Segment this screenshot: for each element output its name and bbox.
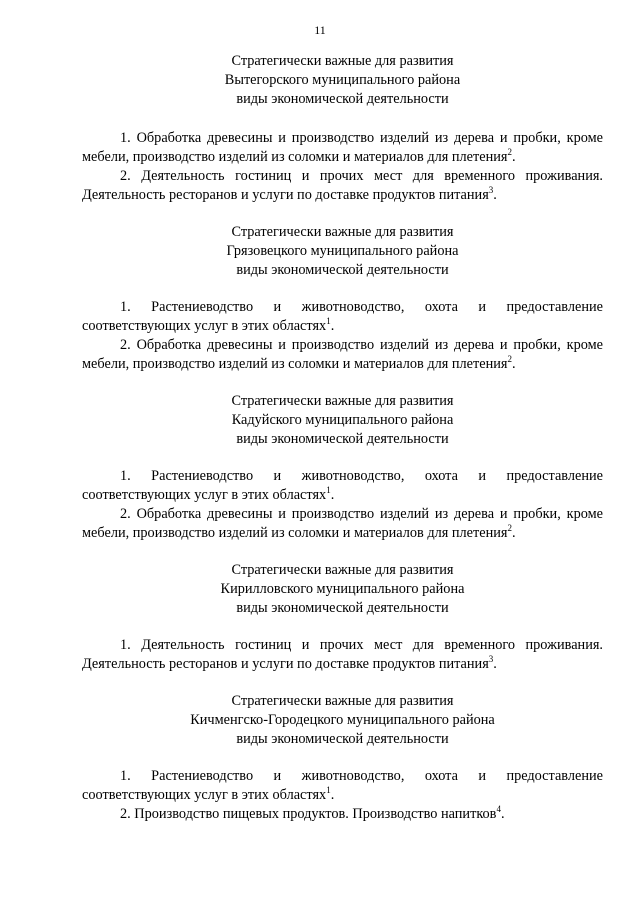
- heading-line: Стратегически важные для развития: [231, 224, 454, 240]
- activity-text: 1. Растениеводство и животноводство, охота и предоставление соответствующих услуг в этих областях: [82, 299, 603, 334]
- activity-list: [82, 636, 603, 674]
- item-end: .: [330, 487, 335, 503]
- section-vytegorsky: [82, 52, 603, 205]
- activity-text: 2. Производство пищевых продуктов. Производство напитков: [120, 806, 497, 822]
- section-heading: [82, 223, 603, 280]
- activity-item: [82, 636, 603, 674]
- activity-item: [82, 505, 603, 543]
- footnote-ref: 2: [507, 523, 512, 534]
- section-heading: [82, 392, 603, 449]
- section-heading: [82, 692, 603, 749]
- heading-line: Кирилловского муниципального района: [220, 581, 465, 597]
- item-end: .: [512, 525, 516, 541]
- activity-item: [82, 767, 603, 805]
- activity-list: [82, 129, 603, 205]
- item-end: .: [493, 656, 497, 672]
- sections: [82, 52, 603, 824]
- section-heading: [82, 561, 603, 618]
- heading-line: Грязовецкого муниципального района: [226, 243, 459, 259]
- activity-text: 2. Обработка древесины и производство изделий из дерева и пробки, кроме мебели, производство изделий из соломки и материалов для плетения: [82, 337, 603, 372]
- footnote-ref: 4: [496, 804, 501, 815]
- activity-text: 1. Растениеводство и животноводство, охота и предоставление соответствующих услуг в этих областях: [82, 468, 603, 503]
- item-end: .: [500, 806, 505, 822]
- activity-text: 1. Растениеводство и животноводство, охота и предоставление соответствующих услуг в этих областях: [82, 768, 603, 803]
- heading-line: Стратегически важные для развития: [231, 53, 454, 69]
- section-kichmengsko-gorodetsky: [82, 692, 603, 824]
- item-end: .: [512, 356, 516, 372]
- heading-line: виды экономической деятельности: [236, 262, 449, 278]
- activity-item: [82, 167, 603, 205]
- heading-line: Стратегически важные для развития: [231, 562, 454, 578]
- activity-text: 1. Деятельность гостиниц и прочих мест для временного проживания. Деятельность ресторанов и услуги по доставке продуктов питания: [82, 637, 603, 672]
- heading-line: виды экономической деятельности: [236, 600, 449, 616]
- section-kaduysky: [82, 392, 603, 543]
- heading-line: Стратегически важные для развития: [231, 393, 454, 409]
- item-end: .: [330, 318, 335, 334]
- heading-line: виды экономической деятельности: [236, 91, 449, 107]
- section-kirillovsky: [82, 561, 603, 674]
- section-gryazovetsky: [82, 223, 603, 374]
- footnote-ref: 3: [488, 185, 494, 196]
- footnote-ref: 1: [326, 316, 331, 327]
- item-end: .: [330, 787, 335, 803]
- activity-item: [82, 467, 603, 505]
- item-end: .: [493, 187, 497, 203]
- footnote-ref: 1: [326, 485, 331, 496]
- heading-line: Кадуйского муниципального района: [231, 412, 454, 428]
- activity-list: [82, 767, 603, 824]
- activity-item: [82, 129, 603, 167]
- activity-item: [82, 298, 603, 336]
- activity-text: 2. Обработка древесины и производство изделий из дерева и пробки, кроме мебели, производство изделий из соломки и материалов для плетения: [82, 506, 603, 541]
- heading-line: Вытегорского муниципального района: [224, 72, 461, 88]
- page-number: 11: [314, 23, 326, 37]
- heading-line: Стратегически важные для развития: [231, 693, 454, 709]
- activity-list: [82, 467, 603, 543]
- heading-line: виды экономической деятельности: [236, 731, 449, 747]
- heading-line: Кичменгско-Городецкого муниципального района: [190, 712, 495, 728]
- footnote-ref: 1: [326, 785, 331, 796]
- item-end: .: [512, 149, 516, 165]
- activity-list: [82, 298, 603, 374]
- activity-item: [82, 336, 603, 374]
- activity-text: 1. Обработка древесины и производство изделий из дерева и пробки, кроме мебели, производство изделий из соломки и материалов для плетения: [82, 130, 603, 165]
- activity-text: 2. Деятельность гостиниц и прочих мест для временного проживания. Деятельность ресторанов и услуги по доставке продуктов питания: [82, 168, 603, 203]
- section-heading: [82, 52, 603, 109]
- footnote-ref: 2: [507, 354, 512, 365]
- footnote-ref: 3: [488, 654, 494, 665]
- heading-line: виды экономической деятельности: [236, 431, 449, 447]
- footnote-ref: 2: [507, 147, 512, 158]
- activity-item: [82, 805, 603, 824]
